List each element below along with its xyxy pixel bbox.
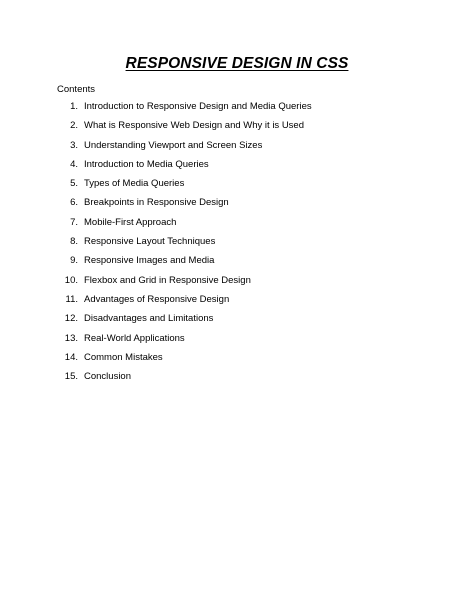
toc-item-number: 3.: [70, 139, 78, 151]
toc-item-number: 1.: [70, 101, 78, 112]
toc-item-label: Responsive Images and Media: [84, 255, 215, 267]
toc-item-number: 15.: [64, 371, 78, 383]
toc-item-label: Introduction to Responsive Design and Media Queries: [84, 101, 312, 112]
page-title: RESPONSIVE DESIGN IN CSS: [125, 55, 349, 72]
toc-item-label: Types of Media Queries: [84, 178, 185, 190]
toc-item-label: Responsive Layout Techniques: [84, 236, 216, 248]
toc-item: [0, 255, 474, 274]
toc-item-number: 12.: [64, 313, 78, 325]
toc-item-number: 9.: [70, 255, 78, 267]
contents-heading: Contents: [57, 84, 96, 95]
toc-item: [0, 217, 474, 236]
toc-item-number: 10.: [64, 274, 78, 286]
toc-item-number: 2.: [70, 120, 78, 132]
toc-item-number: 6.: [70, 197, 78, 209]
toc-item: [0, 101, 474, 120]
toc-item-label: Disadvantages and Limitations: [84, 313, 214, 325]
toc-item-label: Understanding Viewport and Screen Sizes: [84, 139, 263, 151]
toc-item: [0, 236, 474, 255]
toc-item-label: Advantages of Responsive Design: [84, 293, 230, 305]
toc-item-number: 4.: [70, 158, 78, 170]
toc-item-label: Introduction to Media Queries: [84, 158, 209, 170]
toc-item-label: Common Mistakes: [84, 351, 163, 363]
toc-item-label: What is Responsive Web Design and Why it is Used: [84, 120, 304, 132]
toc-item: [0, 275, 474, 294]
toc-item: [0, 159, 474, 178]
toc-item: [0, 313, 474, 332]
toc-item-number: 11.: [65, 293, 78, 305]
toc-item-number: 8.: [70, 236, 78, 248]
toc-item: [0, 178, 474, 197]
toc-item-label: Real-World Applications: [84, 332, 185, 344]
toc-item: [0, 371, 474, 390]
toc-item: [0, 333, 474, 352]
toc-item: [0, 197, 474, 216]
toc-item-number: 13.: [64, 332, 78, 344]
toc-item: [0, 294, 474, 313]
toc-item-label: Mobile-First Approach: [84, 216, 177, 228]
toc-item: [0, 140, 474, 159]
toc-item-label: Breakpoints in Responsive Design: [84, 197, 229, 209]
table-of-contents: [0, 101, 474, 390]
toc-item-number: 5.: [70, 178, 78, 190]
toc-item-label: Flexbox and Grid in Responsive Design: [84, 274, 251, 286]
toc-item-number: 14.: [64, 351, 78, 363]
toc-item-label: Conclusion: [84, 371, 131, 383]
toc-item-number: 7.: [70, 216, 78, 228]
toc-item: [0, 352, 474, 371]
toc-item: [0, 120, 474, 139]
